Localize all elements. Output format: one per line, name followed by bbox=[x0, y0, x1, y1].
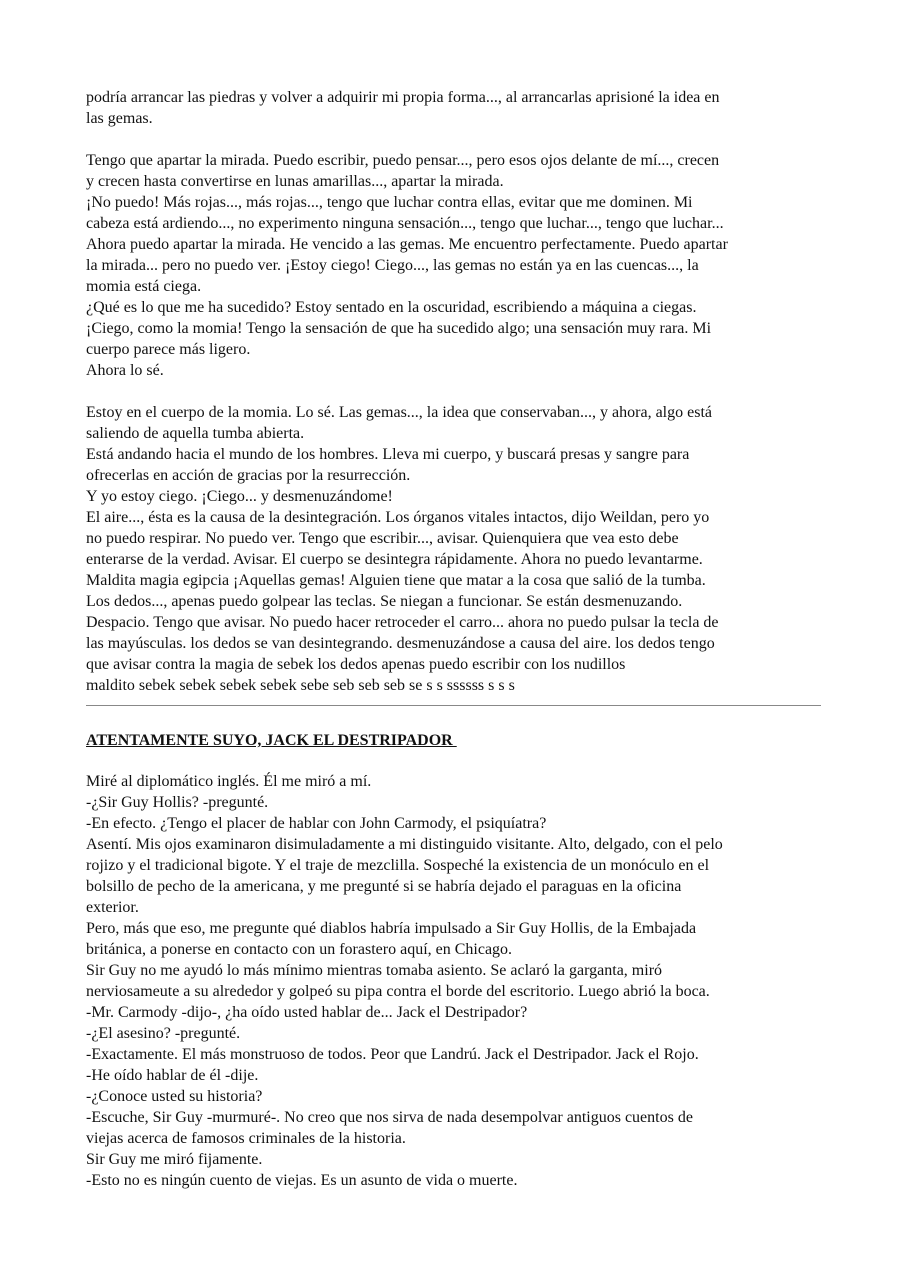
story-beginning-section bbox=[86, 771, 826, 1191]
text-line: Tengo que apartar la mirada. Puedo escribir, puedo pensar..., pero esos ojos delante de mí..., crecen bbox=[86, 152, 720, 169]
text-line: ¿Qué es lo que me ha sucedido? Estoy sentado en la oscuridad, escribiendo a máquina a ciegas. bbox=[86, 299, 697, 316]
text-line: Sir Guy me miró fijamente. bbox=[86, 1151, 263, 1168]
blank-line bbox=[86, 381, 826, 402]
text-line: las gemas. bbox=[86, 110, 153, 127]
text-line: ¡Ciego, como la momia! Tengo la sensación de que ha sucedido algo; una sensación muy rara. Mi bbox=[86, 320, 712, 337]
text-line: cabeza está ardiendo..., no experimento ninguna sensación..., tengo que luchar..., tengo que luchar... bbox=[86, 215, 724, 232]
story-ending-section bbox=[86, 87, 826, 696]
text-line: -Esto no es ningún cuento de viejas. Es un asunto de vida o muerte. bbox=[86, 1172, 518, 1189]
text-line: Está andando hacia el mundo de los hombres. Lleva mi cuerpo, y buscará presas y sangre para bbox=[86, 446, 690, 463]
text-line: -Mr. Carmody -dijo-, ¿ha oído usted hablar de... Jack el Destripador? bbox=[86, 1004, 528, 1021]
text-line: bolsillo de pecho de la americana, y me pregunté si se habría dejado el paraguas en la oficina bbox=[86, 878, 682, 895]
text-line: Maldita magia egipcia ¡Aquellas gemas! Alguien tiene que matar a la cosa que salió de la tumba. bbox=[86, 572, 706, 589]
text-line: momia está ciega. bbox=[86, 278, 202, 295]
text-line: Los dedos..., apenas puedo golpear las teclas. Se niegan a funcionar. Se están desmenuzando. bbox=[86, 593, 683, 610]
text-line: Ahora lo sé. bbox=[86, 362, 164, 379]
text-line: -¿El asesino? -pregunté. bbox=[86, 1025, 241, 1042]
text-line: maldito sebek sebek sebek sebek sebe seb seb seb se s s ssssss s s s bbox=[86, 677, 515, 694]
text-line: El aire..., ésta es la causa de la desintegración. Los órganos vitales intactos, dijo Weildan, pero yo bbox=[86, 509, 710, 526]
blank-line bbox=[86, 129, 826, 150]
text-line: rojizo y el tradicional bigote. Y el traje de mezclilla. Sospeché la existencia de un monóculo en el bbox=[86, 857, 710, 874]
chapter-heading: ATENTAMENTE SUYO, JACK EL DESTRIPADOR bbox=[86, 732, 457, 749]
text-line: británica, a ponerse en contacto con un forastero aquí, en Chicago. bbox=[86, 941, 513, 958]
text-line: no puedo respirar. No puedo ver. Tengo que escribir..., avisar. Quienquiera que vea esto debe bbox=[86, 530, 679, 547]
text-line: -Exactamente. El más monstruoso de todos. Peor que Landrú. Jack el Destripador. Jack el Rojo. bbox=[86, 1046, 699, 1063]
text-line: -He oído hablar de él -dije. bbox=[86, 1067, 259, 1084]
text-line: que avisar contra la magia de sebek los dedos apenas puedo escribir con los nudillos bbox=[86, 656, 626, 673]
text-line: -¿Sir Guy Hollis? -pregunté. bbox=[86, 794, 269, 811]
text-line: Ahora puedo apartar la mirada. He vencido a las gemas. Me encuentro perfectamente. Puedo apartar bbox=[86, 236, 728, 253]
text-line: -Escuche, Sir Guy -murmuré-. No creo que nos sirva de nada desempolvar antiguos cuentos de bbox=[86, 1109, 693, 1126]
text-line: viejas acerca de famosos criminales de la historia. bbox=[86, 1130, 406, 1147]
text-line: Sir Guy no me ayudó lo más mínimo mientras tomaba asiento. Se aclaró la garganta, miró bbox=[86, 962, 663, 979]
text-line: Despacio. Tengo que avisar. No puedo hacer retroceder el carro... ahora no puedo pulsar la tecla de bbox=[86, 614, 719, 631]
text-line: -¿Conoce usted su historia? bbox=[86, 1088, 263, 1105]
text-line: Estoy en el cuerpo de la momia. Lo sé. Las gemas..., la idea que conservaban..., y ahora, algo está bbox=[86, 404, 712, 421]
text-line: Y yo estoy ciego. ¡Ciego... y desmenuzándome! bbox=[86, 488, 393, 505]
text-line: las mayúsculas. los dedos se van desintegrando. desmenuzándose a causa del aire. los dedos tengo bbox=[86, 635, 715, 652]
text-line: nerviosameute a su alrededor y golpeó su pipa contra el borde del escritorio. Luego abrió la boca. bbox=[86, 983, 710, 1000]
text-line: exterior. bbox=[86, 899, 139, 916]
text-line: cuerpo parece más ligero. bbox=[86, 341, 251, 358]
text-line: ¡No puedo! Más rojas..., más rojas..., tengo que luchar contra ellas, evitar que me dominen. Mi bbox=[86, 194, 693, 211]
text-line: ofrecerlas en acción de gracias por la resurrección. bbox=[86, 467, 411, 484]
text-line: Miré al diplomático inglés. Él me miró a mí. bbox=[86, 773, 372, 790]
text-line: y crecen hasta convertirse en lunas amarillas..., apartar la mirada. bbox=[86, 173, 504, 190]
text-line: enterarse de la verdad. Avisar. El cuerpo se desintegra rápidamente. Ahora no puedo levantarme. bbox=[86, 551, 703, 568]
document-page bbox=[86, 87, 826, 1191]
text-line: saliendo de aquella tumba abierta. bbox=[86, 425, 305, 442]
text-line: la mirada... pero no puedo ver. ¡Estoy ciego! Ciego..., las gemas no están ya en las cuencas..., la bbox=[86, 257, 699, 274]
text-line: -En efecto. ¿Tengo el placer de hablar con John Carmody, el psiquíatra? bbox=[86, 815, 547, 832]
text-line: Pero, más que eso, me pregunte qué diablos habría impulsado a Sir Guy Hollis, de la Embajada bbox=[86, 920, 697, 937]
section-divider bbox=[86, 705, 821, 706]
text-line: podría arrancar las piedras y volver a adquirir mi propia forma..., al arrancarlas aprisioné la idea en bbox=[86, 89, 720, 106]
text-line: Asentí. Mis ojos examinaron disimuladamente a mi distinguido visitante. Alto, delgado, con el pelo bbox=[86, 836, 723, 853]
